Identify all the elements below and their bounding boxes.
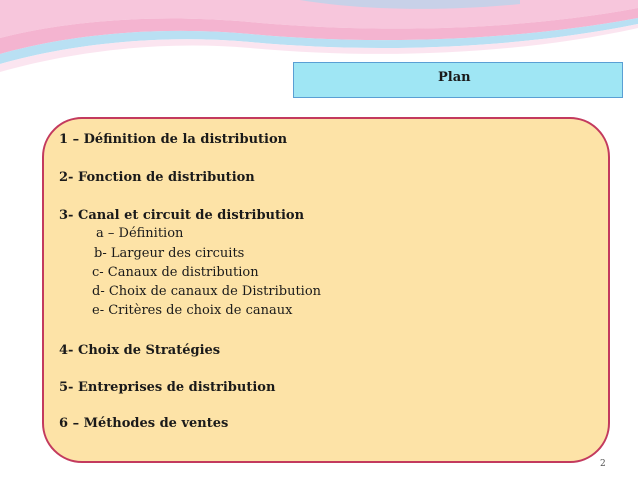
- plan-subitem-a: a – Définition: [96, 226, 184, 241]
- plan-item-2: 2- Fonction de distribution: [59, 170, 255, 185]
- plan-subitem-c: c- Canaux de distribution: [92, 265, 259, 280]
- plan-subitem-b: b- Largeur des circuits: [94, 246, 245, 261]
- plan-item-3: 3- Canal et circuit de distribution: [59, 208, 305, 223]
- plan-item-1: 1 – Définition de la distribution: [59, 132, 288, 147]
- plan-item-6: 6 – Méthodes de ventes: [59, 416, 229, 431]
- plan-item-4: 4- Choix de Stratégies: [59, 343, 221, 358]
- plan-subitem-e: e- Critères de choix de canaux: [92, 303, 293, 318]
- page-number: 2: [600, 459, 606, 469]
- slide-title: Plan: [438, 70, 471, 85]
- plan-subitem-d: d- Choix de canaux de Distribution: [92, 284, 322, 299]
- plan-item-5: 5- Entreprises de distribution: [59, 380, 276, 395]
